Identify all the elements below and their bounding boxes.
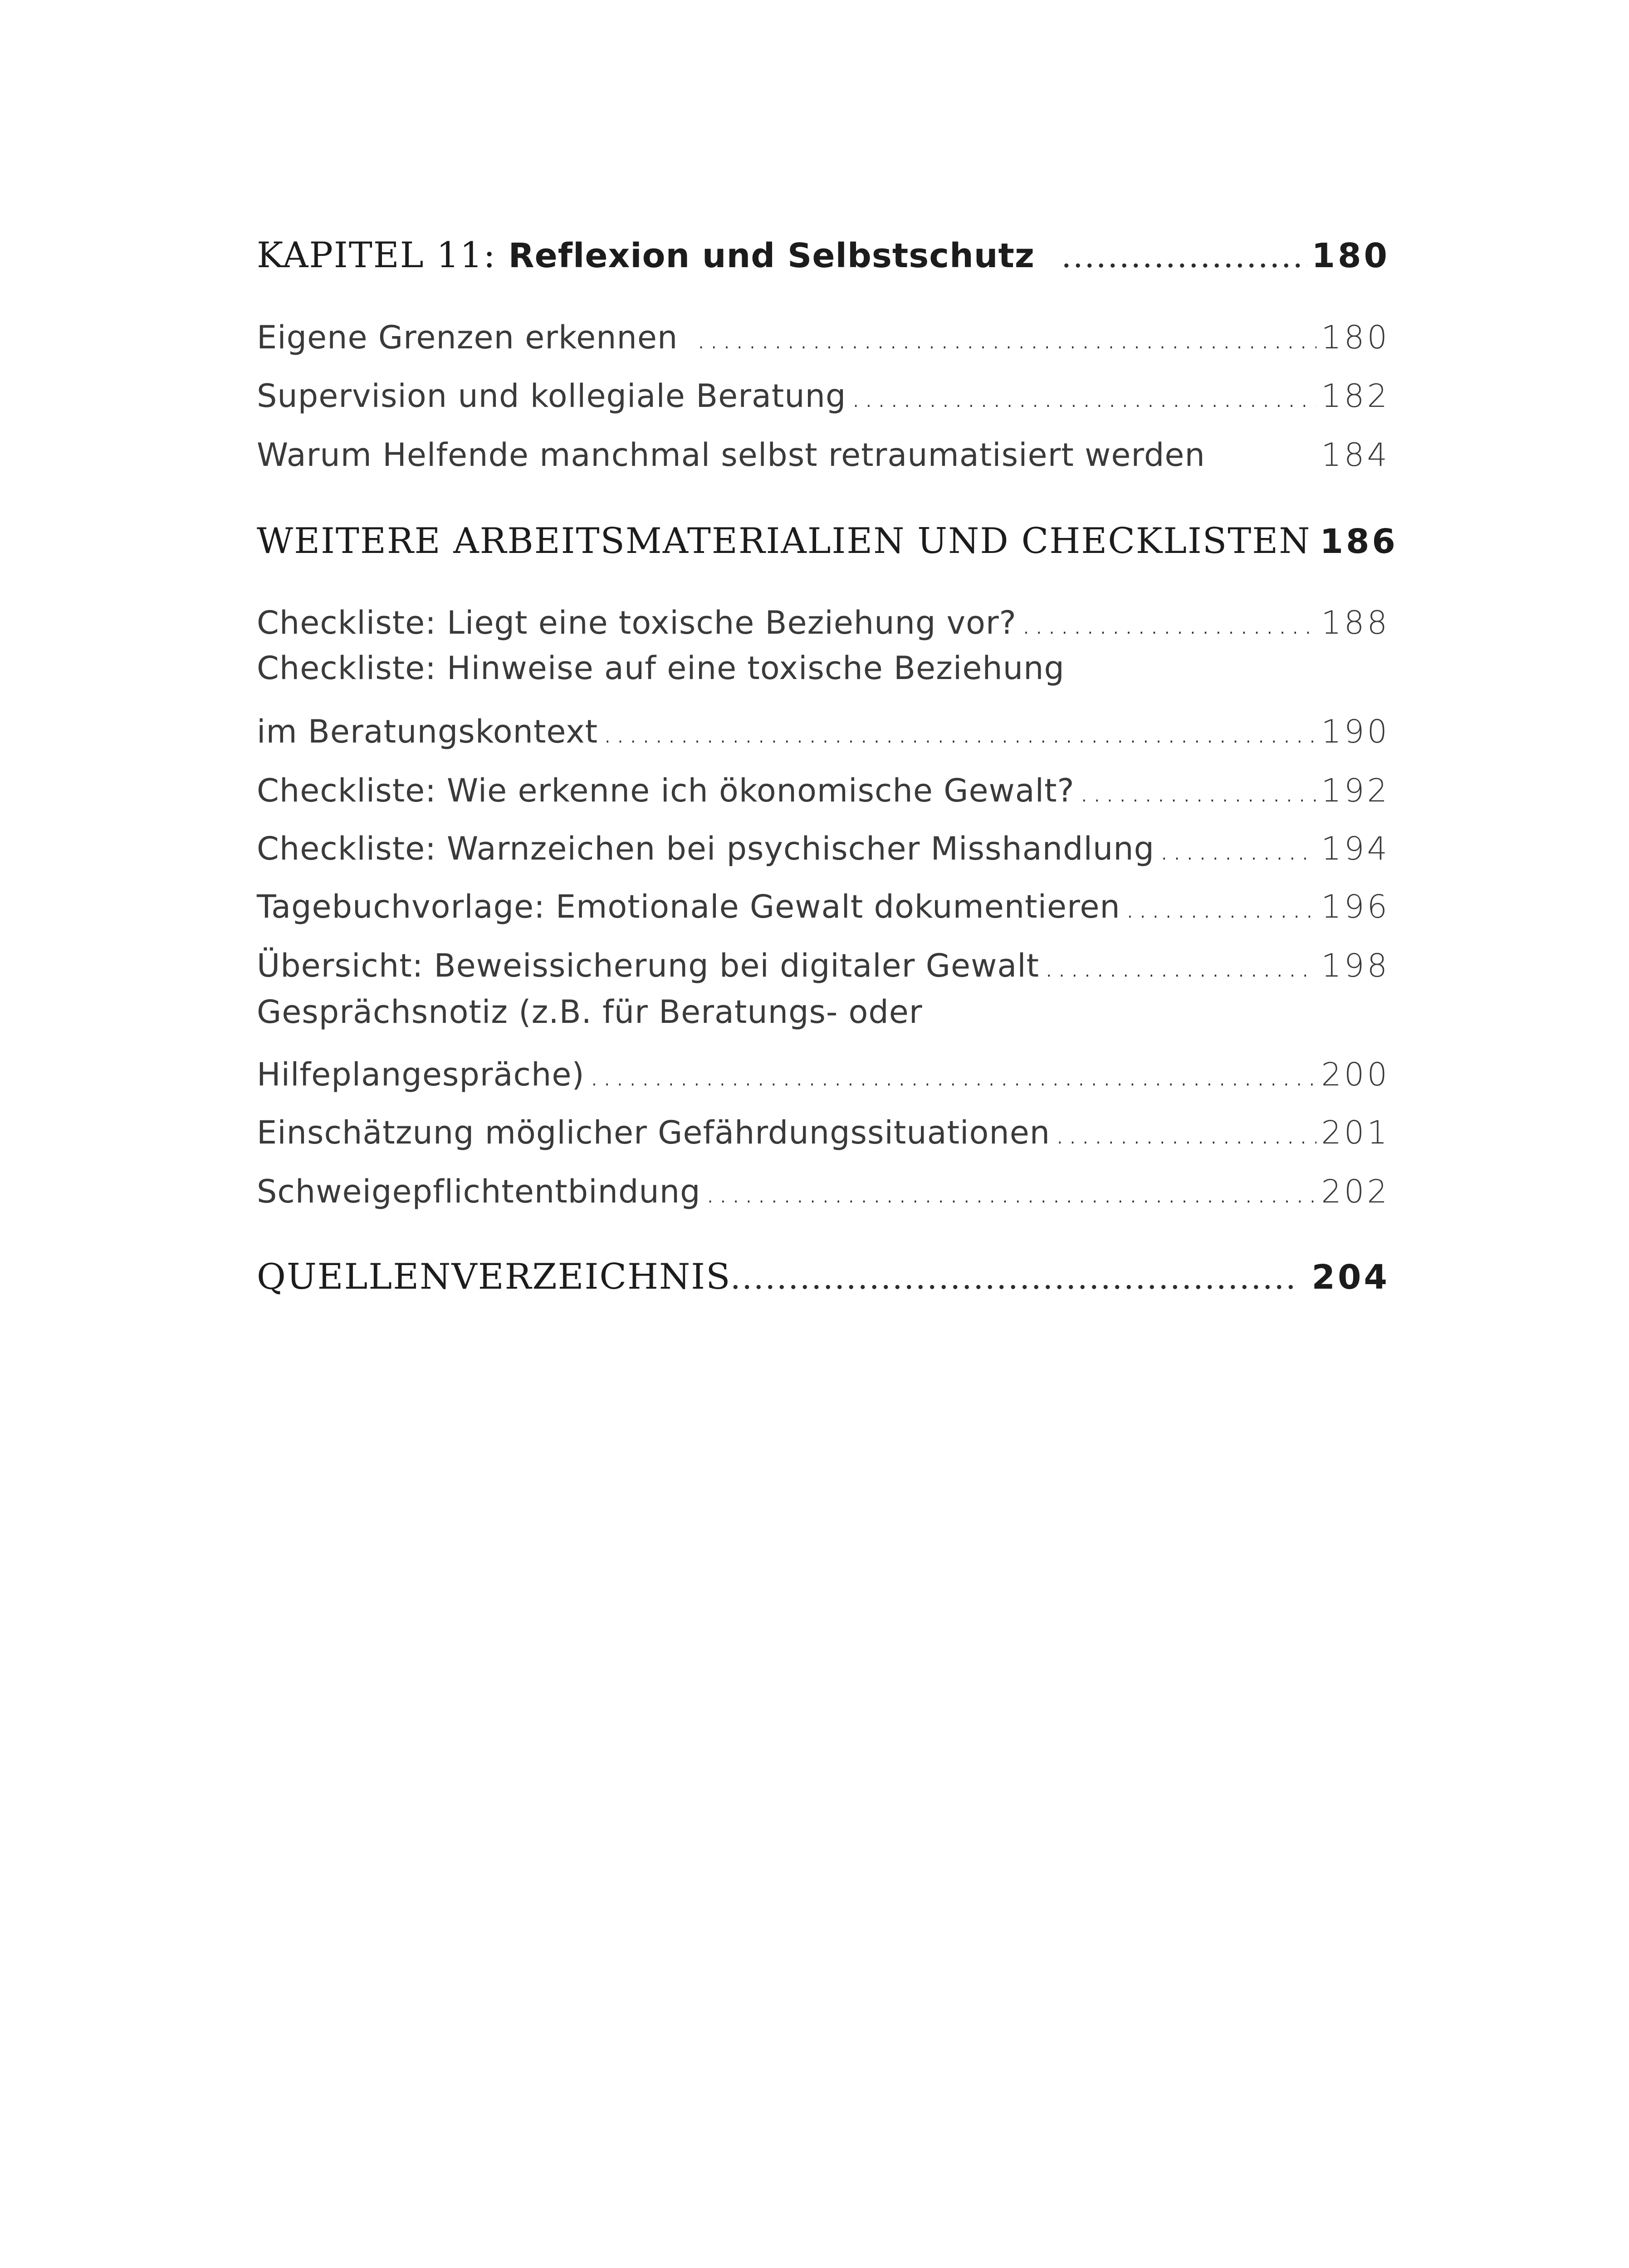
- leader-dots: [1044, 947, 1316, 984]
- leader-dots: [696, 319, 1316, 356]
- leader-dots: [705, 1173, 1317, 1210]
- toc-entry[interactable]: Eigene Grenzen erkennen ..... 180: [257, 319, 1390, 356]
- page-number: 190: [1321, 713, 1390, 750]
- page-number: 194: [1321, 830, 1390, 867]
- page-number: 200: [1321, 1056, 1390, 1093]
- leader-dots: [1021, 604, 1317, 641]
- page-number: 182: [1321, 377, 1390, 415]
- heading-label: KAPITEL 11: Reflexion und Selbstschutz: [257, 235, 1035, 276]
- page-number: 202: [1321, 1173, 1390, 1210]
- leader-dots: [589, 1056, 1317, 1093]
- page-number: 180: [1321, 319, 1390, 356]
- heading-label: WEITERE ARBEITSMATERIALIEN UND CHECKLISTEN: [257, 521, 1311, 562]
- toc-entry[interactable]: Checkliste: Warnzeichen bei psychischer Misshandlung ..... 194: [257, 830, 1390, 867]
- toc-entry-first-line: Checkliste: Hinweise auf eine toxische Beziehung: [257, 650, 1065, 687]
- page-number: 184: [1321, 436, 1390, 474]
- toc-entry-first-line: Gesprächsnotiz (z.B. für Beratungs- oder: [257, 993, 923, 1031]
- page-number: 188: [1321, 604, 1390, 641]
- leader-dots: [1159, 830, 1316, 867]
- toc-entry[interactable]: im Beratungskontext ..... 190: [257, 713, 1390, 750]
- page-number: 198: [1321, 947, 1390, 984]
- heading-label: QUELLENVERZEICHNIS: [257, 1256, 731, 1297]
- page-number: 196: [1321, 888, 1390, 925]
- page-number: 180: [1311, 236, 1390, 275]
- toc-heading-kapitel-11[interactable]: [257, 235, 1390, 276]
- toc-entry[interactable]: Warum Helfende manchmal selbst retraumatisiert werden 184: [257, 436, 1390, 474]
- leader-dots: [1062, 235, 1307, 276]
- toc-heading-quellenverzeichnis[interactable]: [257, 1256, 1390, 1297]
- page-number: 201: [1321, 1114, 1390, 1151]
- toc-entry[interactable]: Checkliste: Wie erkenne ich ökonomische Gewalt? ..... 192: [257, 772, 1390, 809]
- page-number: 192: [1321, 772, 1390, 809]
- toc-entry[interactable]: Schweigepflichtentbindung ..... 202: [257, 1173, 1390, 1210]
- leader-dots: [1079, 772, 1317, 809]
- page-number: 204: [1311, 1258, 1390, 1297]
- toc-entry[interactable]: Supervision und kollegiale Beratung ..... 182: [257, 377, 1390, 415]
- leader-dots: [731, 1256, 1298, 1297]
- toc-entry[interactable]: Checkliste: Liegt eine toxische Beziehung vor? ..... 188: [257, 604, 1390, 641]
- toc-heading-arbeitsmaterialien[interactable]: [257, 521, 1398, 562]
- leader-dots: [602, 713, 1316, 750]
- page-number: 186: [1320, 522, 1398, 561]
- toc-entry[interactable]: Hilfeplangespräche) ..... 200: [257, 1056, 1390, 1093]
- leader-dots: [1125, 888, 1317, 925]
- toc-entry[interactable]: Übersicht: Beweissicherung bei digitaler Gewalt ..... 198: [257, 947, 1390, 984]
- leader-dots: [851, 377, 1316, 415]
- leader-dots: [1055, 1114, 1316, 1151]
- toc-entry[interactable]: Tagebuchvorlage: Emotionale Gewalt dokumentieren ..... 196: [257, 888, 1390, 925]
- toc-entry[interactable]: Einschätzung möglicher Gefährdungssituationen ..... 201: [257, 1114, 1390, 1151]
